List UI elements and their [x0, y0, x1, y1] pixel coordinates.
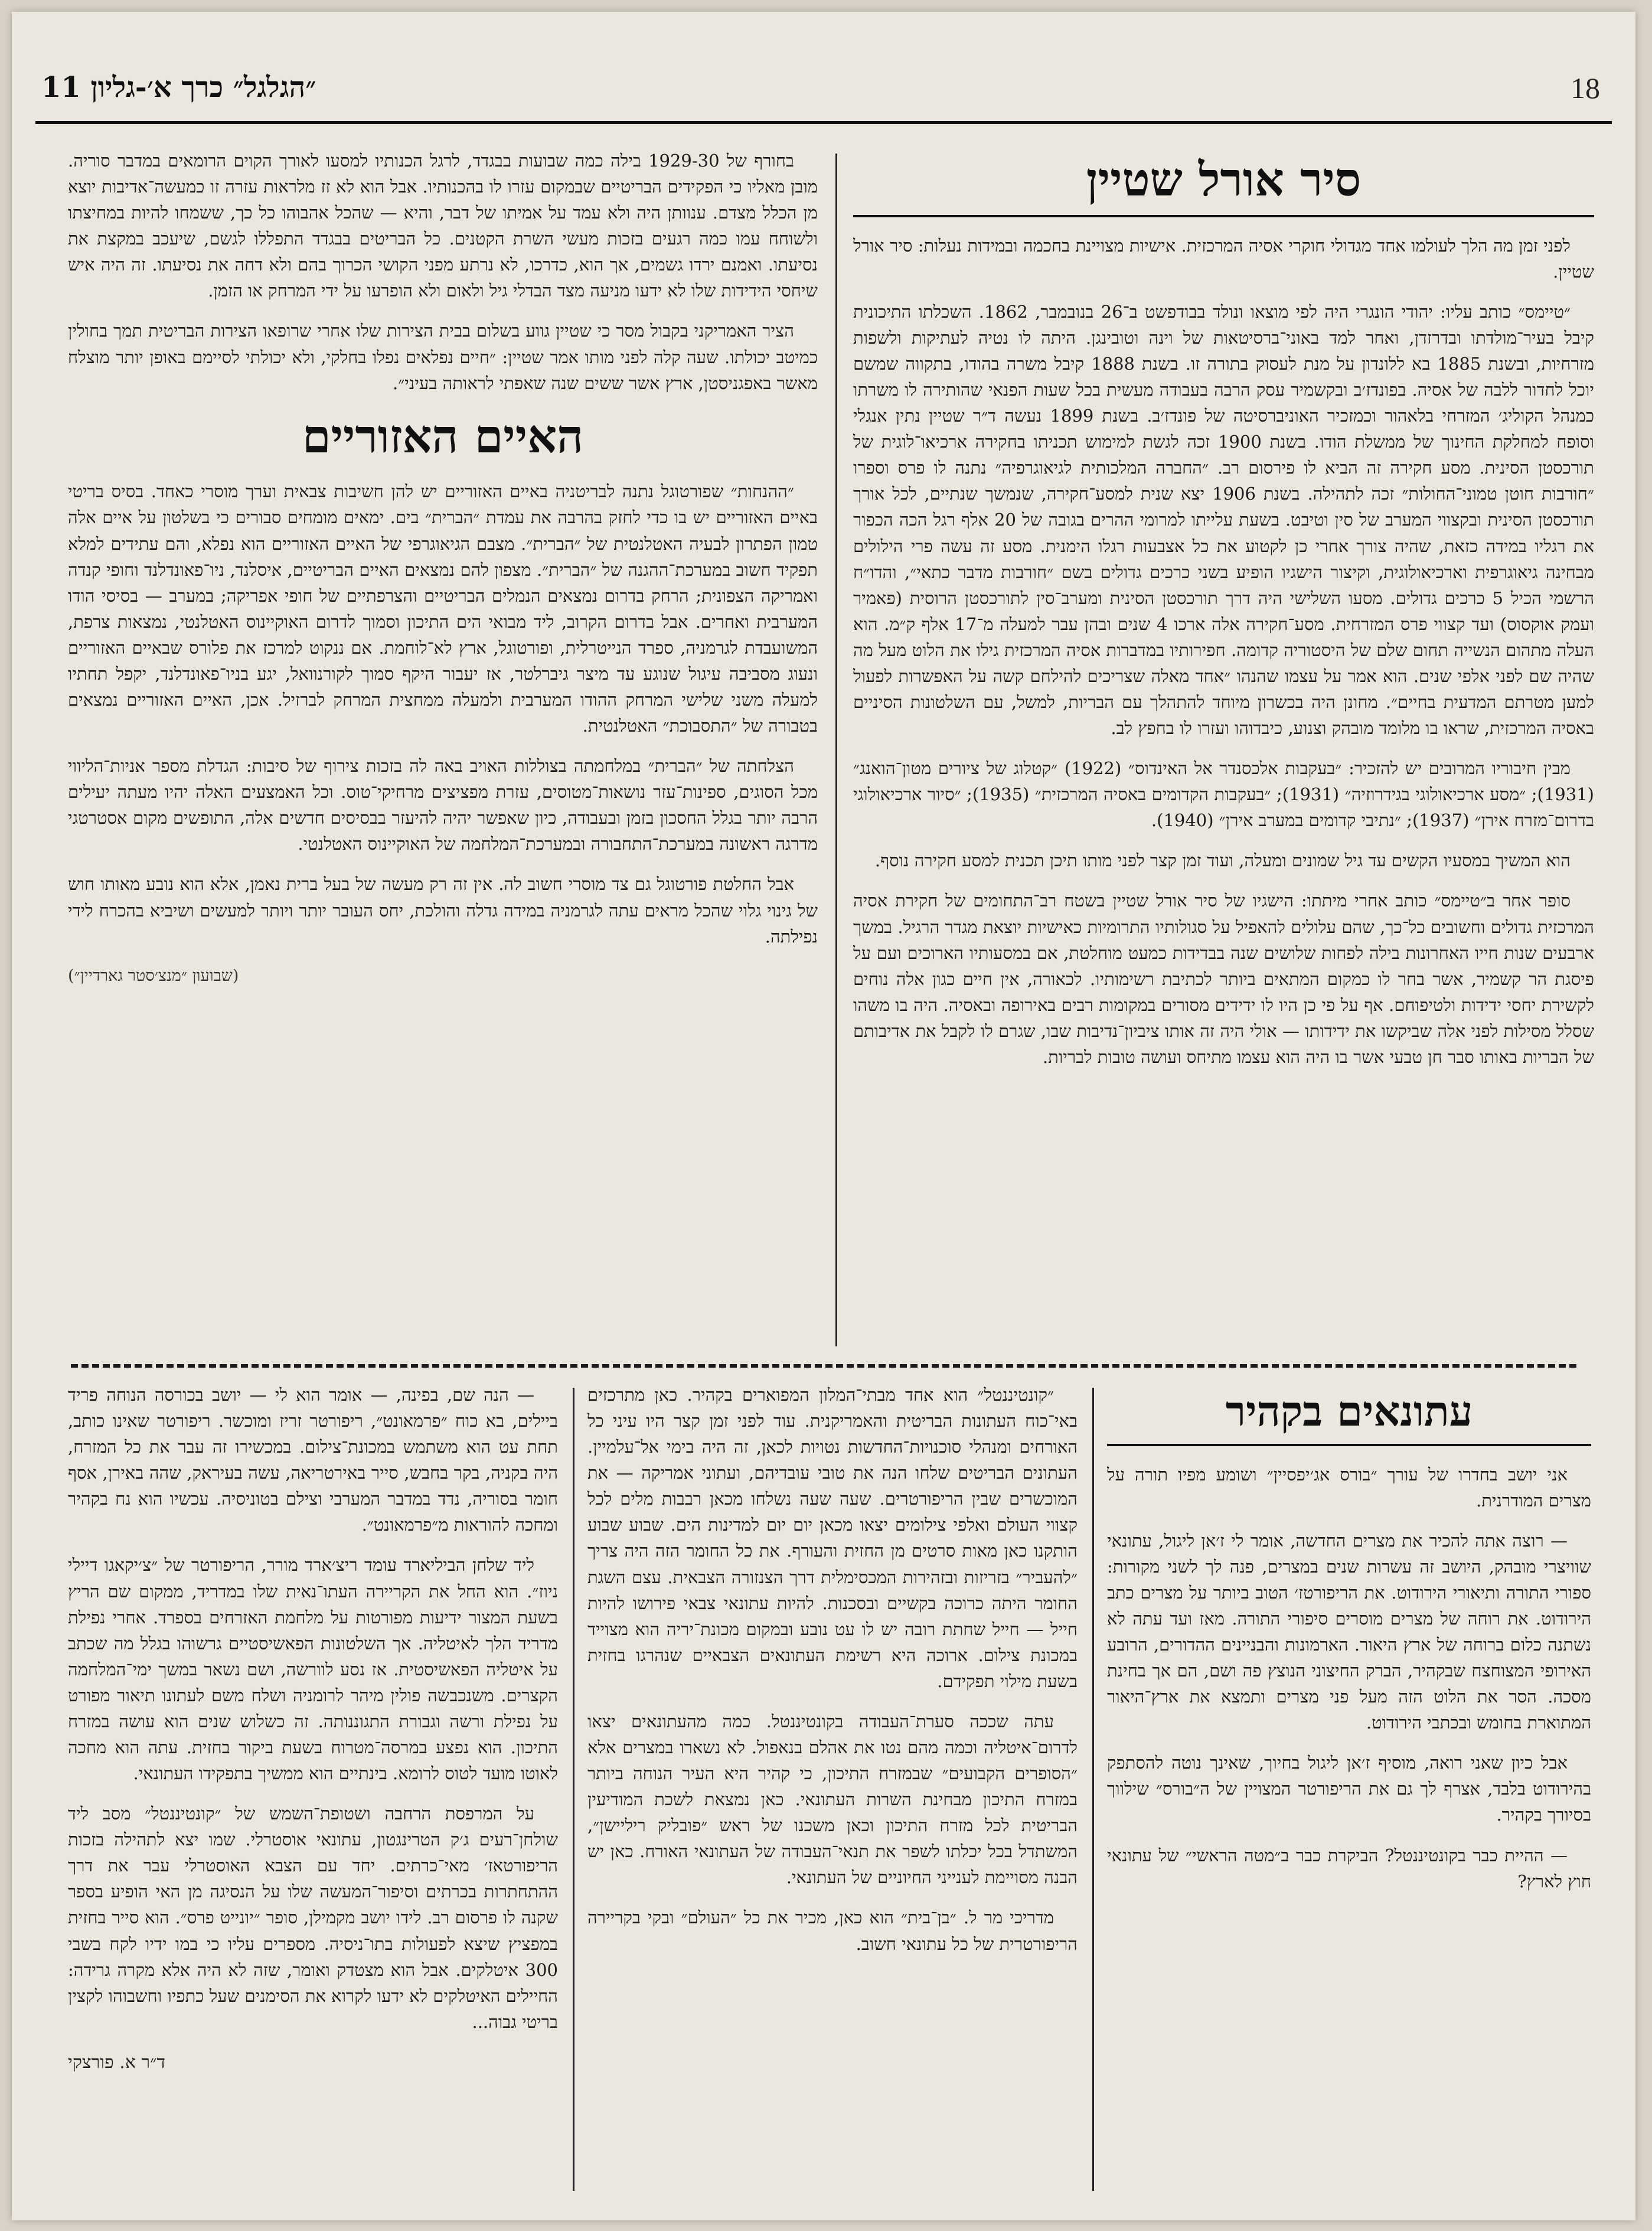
- cairo-paragraph: על המרפסת הרחבה ושטופת־השמש של ״קונטיננטל״ מסב ליד שולחן־רעים ג׳ק הטרינגטון, עתונאי אוסטרלי. שמו יצא לתהילה בזכות הריפורטאז׳ מאי־כרתים. יחד עם הצבא האוסטרלי עבר את דרך ההתחתרות בכרתים וסיפור־המעשה שלו על הנסיגה מן האי הופיע בספר שקנה לו פרסום רב. לידו יושב מקמילן, סופר ״יונייט פרס״. הוא סייר בחזית במפציץ שיצא לפעולות בתו־ניסיה. מספרים עליו כי במו ידיו לקח בשבי 300 איטלקים. אבל הוא מצטדק ואומר, שזה לא היה אלא מקרה גרידה: החיילים האיטלקים לא ידעו לקרוא את הסימנים שעל כתפיו וחשבוהו לקצין בריטי גבוה...: [68, 1803, 558, 2032]
- azores-paragraph: ״ההנחות״ שפורטוגל נתנה לבריטניה באיים האזוריים יש להן חשיבות צבאית וערך מוסרי כאחד. בסיס בריטי באיים האזוריים יש בו כדי לחזק בהרבה את עמדת ״הברית״ בים. ימאים מומחים סבורים כי בשלטון על איים אלה טמון הפתרון לבעיה האטלנטית של ״הברית״. מצבם הגיאוגרפי של האיים האזוריים הוא נפלא, והם עתידים למלא תפקיד חשוב במערכת־ההגנה של ״הברית״. מצפון להם נמצאים האיים הבריטיים, איסלנד, ניו־פאונדלנד וחופי קנדה ואמריקה הצפונית; הרחק בדרום נמצאים הנמלים הבריטיים והצרפתיים של חופי אפריקה; במערב — בסיסי הודו המערבית ואחרים. אבל בדרום הקרוב, ליד מבואי הים התיכון וסמוך לדרום האוקיינוס האטלנטי, נמצאות צרפת, המשועבדת לגרמניה, ספרד הנייטרלית, ופורטוגל, ארץ לא־לוחמת. אם ננקוט למרכז את פלורס שבאיים האזוריים ונעוג מסביבה עיגול שנוגע עד מיצר גיברלטר, אז יעבור היקף סמוך לקורנוואל, יגע בניו־פאונדלנד, יקפל תחתיו למעלה משני שלישי המרחק ההודו המערבית ולמעלה ממחצית המרחק לברזיל. אכן, האיים האזוריים נמצאים בטבורה של ״התסבוכת״ האטלנטית.: [68, 481, 818, 736]
- cairo-signature: ד״ר א. פורצקי: [68, 2051, 165, 2073]
- page-number: 18: [1571, 71, 1600, 105]
- stein-paragraph: הוא המשיך במסעיו הקשים עד גיל שמונים ומעלה, ועוד זמן קצר לפני מותו תיכן תכנית למסע חקירה נוסף.: [874, 850, 1571, 871]
- stein-paragraph: ״טיימס״ כותב עליו: יהודי הונגרי היה לפי מוצאו ונולד בבודפשט ב־26 בנובמבר, 1862. השכלתו התיכונית קיבל בעיר־מולדתו ובדרזדן, ואחר למד באוני־ברסיטאות של וינה וטובינגן. היתה לו נטיה לעתיקות ולשפות מזרחיות, ובשנת 1885 בא ללונדון על מנת לעסוק בתורה זו. בשנת 1888 קיבל משרה בהודו, בתקווה שמשם יוכל לחדור ללבה של אסיה. בפונדז׳ב ובקשמיר עסק הרבה בעבודה מעשית בכל שעות הפנאי שהותירה לו משרתו כמנהל הקוליג׳ המזרחי בלאהור וכמזכיר האוניברסיטה של פונדז׳ב. בשנת 1899 נעשה ד״ר שטיין נתין אנגלי וסופח למחלקת החינוך של ממשלת הודו. בשנת 1900 זכה לגשת למימוש תכניתו בחקירה ארכיאו־לוגית של תורכסטן הסינית. מסע חקירה זה הביא לו פירסום רב. ״החברה המלכותית לגיאוגרפיה״ נתנה לו פרס וספרו ״חורבות חוטן טמוני־החולות״ זכה לתהילה. בשנת 1906 יצא שנית למסע־חקירה, שנמשך שנתיים, לכל אורך תורכסטן הסינית ובקצווי המערב של סין וטיבט. בשעת עלייתו למרומי ההרים בגובה של 20 אלף רגל הכה הכפור את רגליו במידה כזאת, שהיה צורך אחרי כן לקטוע את כל אצבעות רגלו הימנית. מסע זה עשה פרי הילולים מבחינה גיאוגרפית וארכיאולוגית, וקיצור הישגיו הופיע בשני כרכים גדולים בשם ״חורבות מדבר כתאי״, והדו״ח הרשמי הכיל 5 כרכים גדולים. מסעו השלישי היה דרך תורכסטן הסינית ומערב־סין לתורכסטן הרוסית (פאמיר ועמק אוקסוס) ועד קצווי פרס המזרחית. מסע־חקירה אלה ארכו 4 שנים ובהן עבר למעלה מ־17 אלף ק״מ. הוא העלה מתהום הנשייה תחום שלם של היסטוריה קדומה. חפירותיו במדברות אסיה המרכזית גילו את הלוט מעל מה שהיה שם לפני אלפי שנים. הוא אמר על עצמו שהנהו ״אחד מאלה שצריכים להילחם קשה על האפשרות לפעול למען מטרתם המדעית בחיים״. מחונן היה בכשרון מיוחד להתהלך עם הבריות, למשל, עם השלטונות הסיניים באסיה המרכזית, שראו בו מלומד מובהק וצנוע, כיבדוהו ועזרו לו בחפץ לב.: [853, 301, 1594, 739]
- column-rule: [573, 1388, 574, 2191]
- cairo-paragraph: מדריכי מר ל. ״בן־בית״ הוא כאן, מכיר את כל ״העולם״ ובקי בקריירה הריפורטרית של כל עתונאי חשוב.: [587, 1907, 1078, 1954]
- cairo-paragraph: — הנה שם, בפינה, — אומר הוא לי — יושב בכורסה הנוחה פריד ביילים, בא כוח ״פרמאונט״, ריפורטר זריז ומוכשר. ריפורטר שאינו כותב, תחת עט הוא משתמש במכונת־צילום. במכשירו זה עבר את כל המזרח, היה בקניה, בקר בחבש, סייר באירטריאה, עשה בעיראק, שהה באירן, אסף חומר בסוריה, נדד במדבר המערבי וצילם בטוניסיה. עכשיו הוא נח בקהיר ומחכה להוראות מ״פרמאונט״.: [68, 1385, 558, 1535]
- azores-source: (שבועון ״מנצ׳סטר גארדיין״): [68, 966, 239, 985]
- cairo-paragraph: אבל כיון שאני רואה, מוסיף ז׳אן ליגול בחיוך, שאינך נוטה להסתפק בהירודוט בלבד, אצרף לך גם את הריפורטר המצויין של ה״בורס״ שילווך בסיורך בקהיר.: [1107, 1753, 1591, 1825]
- cairo-paragraph: — ההיית כבר בקונטיננטל? הביקרת כבר ב״מטה הראשי״ של עתונאי חוץ לארץ?: [1107, 1845, 1591, 1891]
- azores-paragraph: אבל החלטת פורטוגל גם צד מוסרי חשוב לה. אין זה רק מעשה של בעל ברית נאמן, אלא הוא נובע מאותו חוש של גינוי גלוי שהכל מראים עתה לגרמניה במידה גדלה והולכת, יחס העובר יותר ויותר למעשים ושיביא בהכרח לידי נפילתה.: [68, 874, 818, 947]
- cairo-title-box: [1107, 1388, 1591, 1446]
- column-rule: [1092, 1388, 1094, 2191]
- masthead: [35, 59, 1612, 124]
- masthead-rule: [35, 121, 1612, 124]
- stein-title-box: [853, 154, 1594, 217]
- cairo-column-middle: [587, 1382, 1078, 2197]
- stein-paragraph: הציר האמריקני בקבול מסר כי שטיין גווע בשלום בבית הצירות שלו אחרי שרופאו הצירות הבריטית תמך בחולין כמיטב יכולתו. שעה קלה לפני מותו אמר שטיין: ״חיים נפלאים נפלו בחלקי, ולא יכולתי לסיימם באופן יותר מוצלח מאשר באפגניסטן, ארץ אשר ששים שנה שאפתי לראותה בעיני״.: [68, 321, 818, 393]
- azores-title: האיים האזוריים: [302, 409, 584, 464]
- newspaper-page: [12, 12, 1635, 2220]
- column-rule: [835, 154, 837, 1346]
- stein-paragraph: סופר אחר ב״טיימס״ כותב אחרי מיתתו: הישגיו של סיר אורל שטיין בשטח רב־התחומים של חקירת אסיה המרכזית גדולים וחשובים כל־כך, שהם עלולים להאפיל על סגולותיו התרומיות כאישיות יוצאת מגדר הרגיל. במשך ארבעים שנות חייו האחרונות בילה לפחות שלושים שנה בבדידות כמעט מוחלטת, אם במסעותיו הארוכים ועם על פיסגת הר קשמיר, אשר בחר לו כמקום המתאים ביותר לכתיבת רשימותיו. לכאורה, אין חיים כגון אלה נוחים לקשירת יחסי ידידות ולטיפוחם. אף על פי כן היו לו ידידים מסורים במקומות רבים באירופה ובאסיה. היה בו משהו שסלל מסילות לפני אלה שביקשו את ידידותו — אולי היה זה אותו ציביון־נדיבות שבו, שגרם לו לקבל את אדיבותם של הבריות באותו סבר חן טבעי אשר בו היה הוא עצמו מתיחס ועושה טובות לבריות.: [853, 891, 1594, 1067]
- azores-column: [68, 148, 818, 1352]
- cairo-paragraph: עתה שככה סערת־העבודה בקונטיננטל. כמה מהעתונאים יצאו לדרום־איטליה וכמה מהם נטו את אהלם בנאפול. לא נשארו במצרים אלא ״הסופרים הקבועים״ שבמזרח התיכון, כי קהיר היא העיר הנוחה ביותר במזרח התיכון מבחינת השרות העתונאי. כאן נמצאת לשכת המודיעין הבריטית לכל מזרח התיכון וכאן משכנו של ראש ״פובליק ריליישן״, המשתדל בכל יכלתו לשפר את תנאי־העבודה של העתונאי האורח. כאן יש הבנה מסויימת לענייני החיוניים של העתונאי.: [587, 1711, 1078, 1888]
- stein-column: [853, 148, 1594, 1352]
- azores-paragraph: הצלחתה של ״הברית״ במלחמתה בצוללות האויב באה לה בזכות צירוף של סיבות: הגדלת מספר אניות־הליווי מכל הסוגים, ספינות־עזר נושאות־מטוסים, עזרת מפציצים מרחיקי־טוס. וכל האמצעים האלה יהיו מעתה יעילים הרבה יותר בגלל החסכון בזמן ובעבודה, כיון שאפשר יהיה להיעזר בבסיסים חדשים אלה, התופשים מקום אסטרטגי מדרגה ראשונה במערכת־התחבורה ובמערכת־המלחמה של האוקיינוס האטלנטי.: [68, 756, 818, 854]
- cairo-title: עתונאים בקהיר: [1225, 1387, 1473, 1436]
- cairo-paragraph: — רוצה אתה להכיר את מצרים החדשה, אומר לי ז׳אן ליגול, עתונאי שוויצרי מובהק, היושב זה עשרות שנים במצרים, פנה לך לשני מקורות: ספורי התורה ותיאורי הירודוט. את הריפורטז׳ הטוב ביותר על מצרים כתב הירודוט. את רוחה של מצרים מוסרים סיפורי התורה. מאז ועד עתה לא נשתנה כלום ברוחה של ארץ היאור. הארמונות והבניינים ההדורים, הרובע האירופי המצוחצח שבקהיר, הברק החיצוני הנוצץ פה ושם, הם אך בחינת מסכה. הסר את הלוט הזה מעל פני מצרים ותמצא את ארץ־היאור המתוארת בחומש ובכתבי הירודוט.: [1107, 1530, 1591, 1733]
- stein-paragraph: מבין חיבוריו המרובים יש להזכיר: ״בעקבות אלכסנדר אל האינדוס״ (1922) ״קטלוג של ציורים מטון־הואנג״ (1931); ״מסע ארכיאולוגי בגידרוזיה״ (1931); ״בעקבות הקדומים באסיה המרכזית״ (1935); ״סיור ארכיאולוגי בדרום־מזרח אירן״ (1937); ״נתיבי קדומים במערב אירן״ (1940).: [853, 758, 1594, 831]
- stein-paragraph: בחורף של 1929-30 בילה כמה שבועות בבגדד, לרגל הכנותיו למסעו לאורך הקוים הרומאים במדבר סוריה. מובן מאליו כי הפקידים הבריטיים שבמקום עזרו לו בהכנותיו. אבל הוא לא זז מלראות עזרה זו כמעשה־אדיבות יוצא מן הכלל מצדם. ענוותן היה ולא עמד על אמיתו של דבר, והיא — שהכל אהבוהו כל כך, ששמחו להיות במחיצתו ולשוחח עמו כמה רגעים בזכות מעשי השרת הקטנים. כל הבריטים בבגדד התפללו לגשם, שיעכב במקצת את נסיעתו. ואמנם ירדו גשמים, אך הוא, כדרכו, לא נרתע מפני הקושי הכרוך בהם ולא דחה את נסיעתו. זה היה איש שיחסי הידידות שלו לא ידעו מניעה מצד הבדלי גיל ולאום ולא הופרעו על ידי המרחק או הזמן.: [68, 151, 818, 301]
- stein-title: סיר אורל שטיין: [1086, 153, 1362, 207]
- cairo-paragraph: ״קונטיננטל״ הוא אחד מבתי־המלון המפוארים בקהיר. כאן מתרכזים באי־כוח העתונות הבריטית והאמריקנית. עוד לפני זמן קצר היו עיני כל האורחים ומנהלי סוכנויות־החדשות נטויות לכאן, זה היה בימי אל־עלמיין. העתונים הבריטים שלחו הנה את טובי עובדיהם, ועתוני אמריקה — את המוכשרים שבין הריפורטרים. שעה שעה נשלחו מכאן רבבות מלים לכל קצווי העולם ואלפי צילומים יצאו מכאן יום יום למדינות הים. שבוע שבוע הותקנו כאן מאות סרטים מן החזית והעורף. את כל החומר הזה היה צריך ״להעביר״ בזריזות ובזהירות המכסימלית דרך הצנזורה הצבאית. עצם השגת החומר היתה כרוכה בקשיים ובסכנות. להיות עתונאי צבאי פירושו להיות חייל — חייל שחתת רובה יש לו עט נובע ובמקום מכונת־יריה הוא מצוייד במכונת צילום. ארוכה היא רשימת העתונאים הצבאיים שנהרגו בחזית בשעת מילוי תפקידם.: [587, 1385, 1078, 1691]
- cairo-paragraph: אני יושב בחדרו של עורך ״בורס אג׳יפסיין״ ושומע מפיו תורה על מצרים המודרנית.: [1107, 1464, 1591, 1511]
- stein-paragraph: לפני זמן מה הלך לעולמו אחד מגדולי חוקרי אסיה המרכזית. אישיות מצויינת בחכמה ובמידות נעלות: סיר אורל שטיין.: [853, 235, 1594, 282]
- cairo-paragraph: ליד שלחן הביליארד עומד ריצ׳ארד מורר, הריפורטר של ״צ׳יקאגו דיילי ניוז״. הוא החל את הקריירה העתו־נאית שלו במדריד, ממקום שם הריץ בשעת המצור ידיעות מפורטות על מלחמת האזרחים בספרד. אחרי נפילת מדריד הלך לאיטליה. אך השלטונות הפאשיסטיים גרשוהו בגלל מה שכתב על איטליה הפאשיסטית. אז נסע לוורשה, ושם נשאר במשך ימי־המלחמה הקצרים. משנכבשה פולין מיהר לרומניה ושלח משם לעתונו תיאור מפורט על נפילת ורשה וגבורת התגוננותה. זה כשלוש שנים הוא עושה במזרח התיכון. הוא נפצע במרסה־מטרוח בשעת ביקור בחזית. עתה הוא מחכה לאוטו מועד לטוס לרומא. בינתיים הוא ממשיך בתפקידו העתונאי.: [68, 1555, 558, 1784]
- section-divider: [71, 1364, 1576, 1368]
- issue-header: ״הגלגל״ כרך א׳-גליון 11: [41, 71, 316, 104]
- cairo-column-left: [68, 1382, 558, 2197]
- cairo-column-right: [1107, 1382, 1591, 2197]
